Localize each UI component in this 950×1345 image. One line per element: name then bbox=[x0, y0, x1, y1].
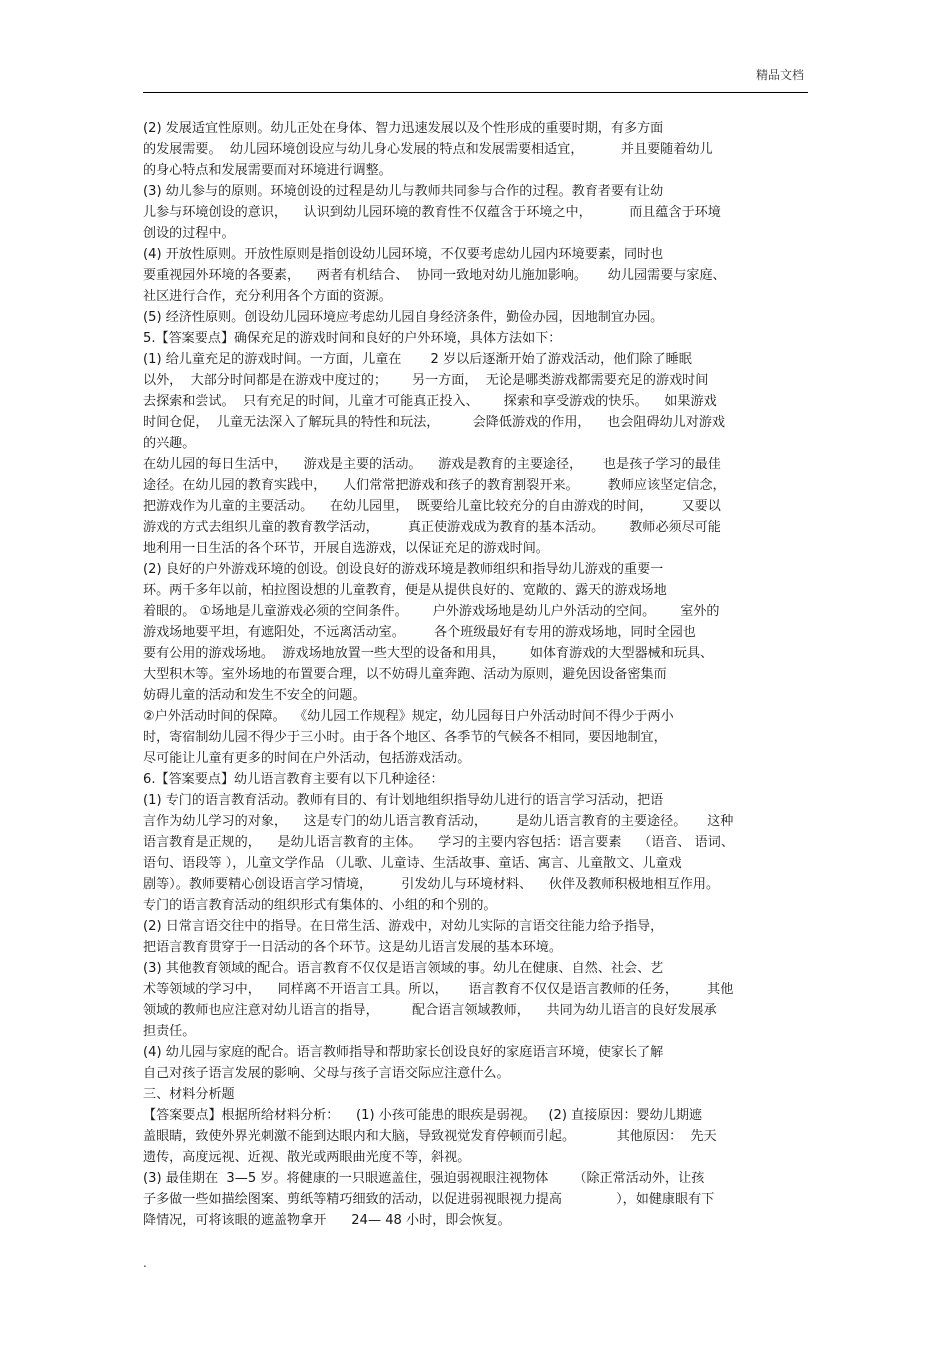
text-line: 语言教育是正规的， 是幼儿语言教育的主体。 学习的主要内容包括：语言要素 （语音、 语词、 bbox=[143, 835, 734, 850]
text-line: 尽可能让儿童有更多的时间在户外活动，包括游戏活动。 bbox=[143, 751, 471, 766]
text-line: (1) 专门的语言教育活动。教师有目的、有计划地组织指导幼儿进行的语言学习活动，把语 bbox=[143, 793, 664, 808]
text-line: 游戏场地要平坦，有遮阳处，不远离活动室。 各个班级最好有专用的游戏场地，同时全园也 bbox=[143, 625, 696, 640]
text-line: 遗传，高度远视、近视、散光或两眼曲光度不等，斜视。 bbox=[143, 1150, 471, 1165]
text-line: 言作为幼儿学习的对象， 这是专门的幼儿语言教育活动， 是幼儿语言教育的主要途径。 这种 bbox=[143, 814, 734, 829]
text-line: (3) 最佳期在 3—5 岁。将健康的一只眼遮盖住，强迫弱视眼注视物体 （除正常活动外，让孩 bbox=[143, 1171, 705, 1186]
text-line: (4) 开放性原则。开放性原则是指创设幼儿园环境，不仅要考虑幼儿园内环境要素，同时也 bbox=[143, 247, 664, 262]
text-line: 去探索和尝试。 只有充足的时间，儿童才可能真正投入、 探索和享受游戏的快乐。 如果游戏 bbox=[143, 394, 717, 409]
text-line: 以外， 大部分时间都是在游戏中度过的； 另一方面， 无论是哪类游戏都需要充足的游戏时间 bbox=[143, 373, 709, 388]
text-line: 担责任。 bbox=[143, 1024, 196, 1039]
text-line: 要重视园外环境的各要素， 两者有机结合、 协同一致地对幼儿施加影响。 幼儿园需要与家庭、 bbox=[143, 268, 726, 283]
text-line: 子多做一些如描绘图案、剪纸等精巧细致的活动，以促进弱视眼视力提高 ），如健康眼有下 bbox=[143, 1192, 715, 1207]
text-line: 大型积木等。室外场地的布置要合理，以不妨碍儿童奔跑、活动为原则，避免因设备密集而 bbox=[143, 667, 667, 682]
text-line: 盖眼睛，致使外界光刺激不能到达眼内和大脑，导致视觉发育停顿而引起。 其他原因： 先天 bbox=[143, 1129, 717, 1144]
text-line: 的兴趣。 bbox=[143, 436, 196, 451]
text-line: 要有公用的游戏场地。 游戏场地放置一些大型的设备和用具， 如体育游戏的大型器械和玩具、 bbox=[143, 646, 714, 661]
text-line: (2) 发展适宜性原则。幼儿正处在身体、智力迅速发展以及个性形成的重要时期，有多方面 bbox=[143, 121, 664, 136]
text-line: 术等领域的学习中， 同样离不开语言工具。所以， 语言教育不仅仅是语言教师的任务， 其他 bbox=[143, 982, 734, 997]
footer-mark: . bbox=[143, 1256, 147, 1270]
text-line: ②户外活动时间的保障。 《幼儿园工作规程》规定，幼儿园每日户外活动时间不得少于两小 bbox=[143, 709, 674, 724]
header-divider bbox=[143, 92, 808, 93]
text-line: (4) 幼儿园与家庭的配合。语言教师指导和帮助家长创设良好的家庭语言环境，使家长了解 bbox=[143, 1045, 664, 1060]
text-line: 三、材料分析题 bbox=[143, 1087, 235, 1102]
text-line: (5) 经济性原则。创设幼儿园环境应考虑幼儿园自身经济条件，勤俭办园，因地制宜办园。 bbox=[143, 310, 664, 325]
text-line: (1) 给儿童充足的游戏时间。一方面，儿童在 2 岁以后逐渐开始了游戏活动，他们除了睡眠 bbox=[143, 352, 692, 367]
text-line: 游戏的方式去组织儿童的教育教学活动， 真正使游戏成为教育的基本活动。 教师必须尽可能 bbox=[143, 520, 721, 535]
text-line: 剧等）。教师要精心创设语言学习情境， 引发幼儿与环境材料、 伙伴及教师积极地相互作用。 bbox=[143, 877, 720, 892]
document-body bbox=[143, 118, 808, 1231]
text-line: 时间仓促， 儿童无法深入了解玩具的特性和玩法， 会降低游戏的作用， 也会阻碍幼儿对游戏 bbox=[143, 415, 726, 430]
text-line: 降情况，可将该眼的遮盖物拿开 24— 48 小时，即会恢复。 bbox=[143, 1213, 511, 1228]
text-line: 着眼的。 ①场地是儿童游戏必须的空间条件。 户外游戏场地是幼儿户外活动的空间。 室外的 bbox=[143, 604, 720, 619]
text-line: 环。两千多年以前，柏拉图设想的儿童教育，便是从提供良好的、宽敞的、露天的游戏场地 bbox=[143, 583, 667, 598]
text-line: 妨碍儿童的活动和发生不安全的问题。 bbox=[143, 688, 366, 703]
text-line: 把游戏作为儿童的主要活动。 在幼儿园里， 既要给儿童比较充分的自由游戏的时间， 又要以 bbox=[143, 499, 721, 514]
text-line: (2) 良好的户外游戏环境的创设。创设良好的游戏环境是教师组织和指导幼儿游戏的重要一 bbox=[143, 562, 664, 577]
text-line: 创设的过程中。 bbox=[143, 226, 235, 241]
text-line: 【答案要点】根据所给材料分析： (1) 小孩可能患的眼疾是弱视。 (2) 直接原因：婴幼儿期遮 bbox=[143, 1108, 703, 1123]
text-line: (3) 幼儿参与的原则。环境创设的过程是幼儿与教师共同参与合作的过程。教育者要有让幼 bbox=[143, 184, 664, 199]
text-line: 社区进行合作，充分利用各个方面的资源。 bbox=[143, 289, 392, 304]
text-line: 儿参与环境创设的意识， 认识到幼儿园环境的教育性不仅蕴含于环境之中， 而且蕴含于环境 bbox=[143, 205, 721, 220]
text-line: 地利用一日生活的各个环节，开展自选游戏，以保证充足的游戏时间。 bbox=[143, 541, 549, 556]
text-line: (2) 日常言语交往中的指导。在日常生活、游戏中，对幼儿实际的言语交往能力给予指导， bbox=[143, 919, 664, 934]
text-line: 6.【答案要点】幼儿语言教育主要有以下几种途径： bbox=[143, 772, 444, 787]
text-line: 把语言教育贯穿于一日活动的各个环节。这是幼儿语言发展的基本环境。 bbox=[143, 940, 562, 955]
text-line: 的身心特点和发展需要而对环境进行调整。 bbox=[143, 163, 392, 178]
text-line: 途径。在幼儿园的教育实践中， 人们常常把游戏和孩子的教育割裂开来。 教师应该坚定信念， bbox=[143, 478, 726, 493]
text-line: 时，寄宿制幼儿园不得少于三小时。由于各个地区、各季节的气候各不相同，要因地制宜， bbox=[143, 730, 667, 745]
text-line: 语句、语段等 ），儿童文学作品 （儿歌、儿童诗、生活故事、童话、寓言、儿童散文、儿童戏 bbox=[143, 856, 682, 871]
text-line: 领域的教师也应注意对幼儿语言的指导， 配合语言领域教师， 共同为幼儿语言的良好发展承 bbox=[143, 1003, 717, 1018]
text-line: 的发展需要。 幼儿园环境创设应与幼儿身心发展的特点和发展需要相适宜， 并且要随着幼儿 bbox=[143, 142, 713, 157]
text-line: (3) 其他教育领域的配合。语言教育不仅仅是语言领域的事。幼儿在健康、自然、社会、艺 bbox=[143, 961, 664, 976]
text-line: 在幼儿园的每日生活中， 游戏是主要的活动。 游戏是教育的主要途径， 也是孩子学习的最佳 bbox=[143, 457, 721, 472]
text-line: 自己对孩子语言发展的影响、父母与孩子言语交际应注意什么。 bbox=[143, 1066, 510, 1081]
text-line: 专门的语言教育活动的组织形式有集体的、小组的和个别的。 bbox=[143, 898, 497, 913]
text-line: 5.【答案要点】确保充足的游戏时间和良好的户外环境，具体方法如下： bbox=[143, 331, 562, 346]
page-header-title: 精品文档 bbox=[755, 68, 804, 82]
